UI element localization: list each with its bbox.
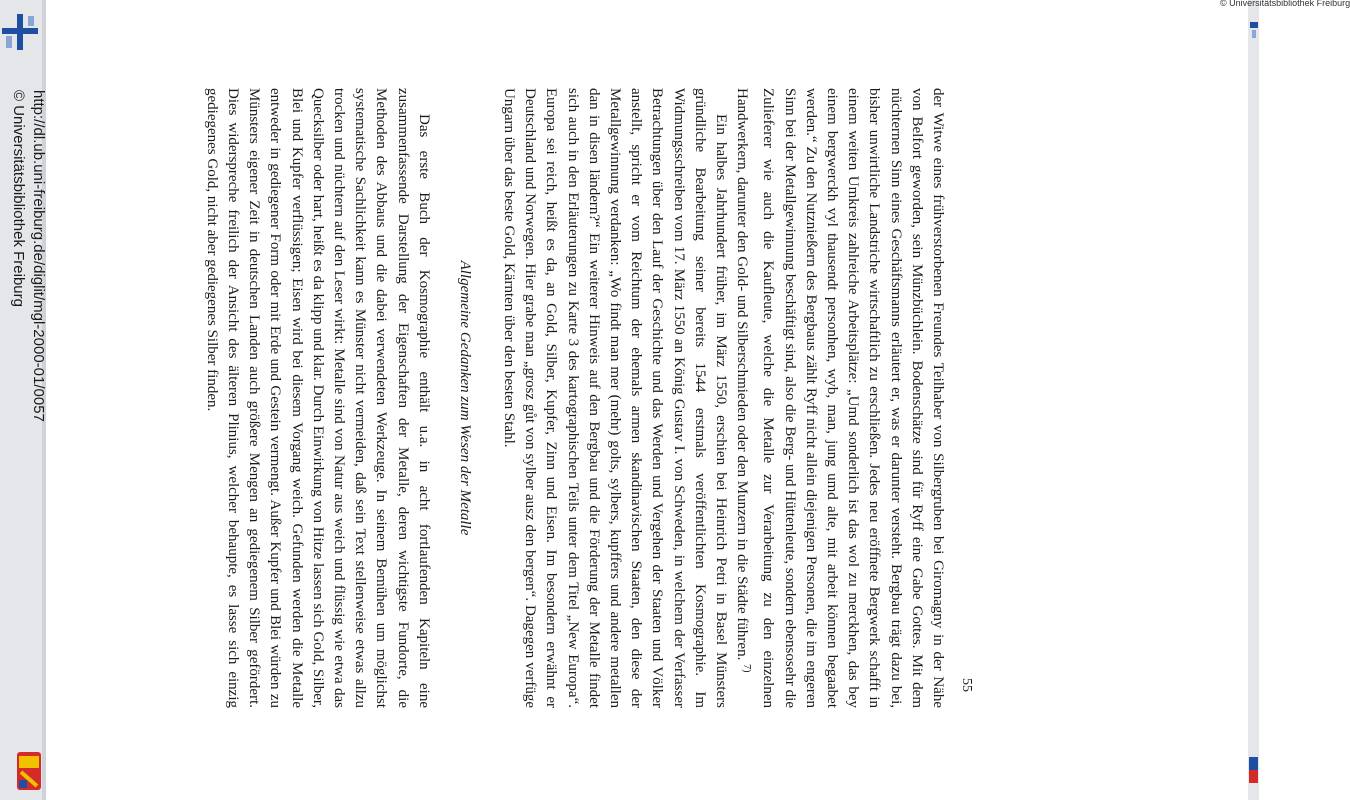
footnote-mark: 7) — [741, 664, 753, 673]
page-number: 55 — [959, 678, 974, 692]
permalink-url[interactable]: http://dl.ub.uni-freiburg.de/diglit/mgl-2000-01/0057 — [30, 90, 47, 422]
paragraph-3: Das erste Buch der Kosmographie enthält u.a. in acht fortlaufenden Kapiteln eine zusammenfassende Darstellung der Eigenschaften der Metalle, deren wichtigste Fundorte, die Methoden des Abbaus und die dabei verwendeten Werkzeuge. In seinem Bemühen um möglichst systematische Sachlichkeit kann es Münster nicht vermeiden, daß sein Text stellenweise etwas allzu trocken und nüchtern auf den Leser wirkt: Metalle sind von Natur aus weich und flüssig wie etwa das Quecksilber oder hart, heißt es da klipp und klar. Durch Einwirkung von Hitze lassen sich Gold, Silber, Blei und Kupfer verflüssigen; Eisen wird bei diesem Vorgang weich. Gefunden werden die Metalle entweder in gediegener Form oder mit Erde und Gestein vermengt. Außer Kupfer und Blei würden zu Münsters eigener Zeit in deutschen Landen auch größere Mengen an gediegenem Silber gefördert. Dies widerspreche freilich der Ansicht des älteren Plinius, welcher behaupte, es lasse sich einzig gediegenes Gold, nicht aber gediegenes Silber finden. — [203, 88, 432, 708]
copyright-text: © Universitätsbibliothek Freiburg — [10, 90, 27, 307]
document-page — [203, 88, 974, 708]
paragraph-2: Ein halbes Jahrhundert früher, im März 1550, erschien bei Heinrich Petri in Basel Münsters gründliche Bearbeitung seiner bereits 1544 erstmals veröffentlichten Kosmographie. Im Widmungsschreiben vom 17. März 1550 an König Gustav I. von Schweden, in welchem der Verfasser Betrachtungen über den Lauf der Geschichte und das Werden und Vergehen der Staaten und Völker anstellt, spricht er vom Reichtum der ehemals armen skandinavischen Staaten, den diese der Metallgewinnung verdanken: „Wo findt man mer (mehr) golts, sylbers, kupffers und andere metallen dan in disen ländern?“ Ein weiterer Hinweis auf den Bergbau und die Förderung der Metalle findet sich auch in den Erläuterungen zu Karte 3 des kartographischen Teils unter dem Titel „New Europa“. Europa sei reich, heißt es da, an Gold, Silber, Kupfer, Zinn und Eisen. Im besondern erwähnt er Deutschland und Norwegen. Hier grabe man „grosz gůt von sylber ausz den bergen“. Dagegen verfüge Ungarn über das beste Gold, Kärnten über den besten Stahl. — [500, 88, 729, 708]
paragraph-1 — [731, 88, 948, 708]
library-logo-icon — [2, 14, 38, 50]
page-footer — [8, 90, 48, 422]
top-strip-text: © Universitätsbibliothek Freiburg — [1220, 0, 1350, 8]
right-badge-icon — [1249, 757, 1258, 783]
coat-of-arms-icon — [17, 752, 41, 790]
section-heading: Allgemeine Gedanken zum Wesen der Metalle — [456, 260, 473, 536]
right-logo-icon — [1250, 22, 1258, 38]
right-sidebar — [1248, 0, 1259, 800]
paragraph-1-text: der Witwe eines frühverstorbenen Freundes Teilhaber von Silbergruben bei Giromagny in der Nähe von Belfort geworden, sein Münzbüchlein. Bodenschätze sind für Ryff eine Gabe Gottes. Mit dem nüchternen Sinn eines Geschäftsmanns erläutert er, was er darunter versteht. Bergbau trägt dazu bei, bisher unwirtliche Landstriche wirtschaftlich zu erschließen. Jedes neu eröffnete Bergwerk schafft in einem weiten Umkreis zahlreiche Arbeitsplätze: „Umd sonderlich ist das wol zu merckhen, das bey einem bergwerckh vyl thausendt personhen, wyb, man, jung umd alte, mit arbeit können begaabet werden.“ Zu den Nutznießern des Bergbaus zählt Ryff nicht allein diejenigen Personen, die im engeren Sinn bei der Metallgewinnung beschäftigt sind, also die Berg- und Hüttenleute, sondern ebensosehr die Zulieferer wie auch die Kaufleute, welche die Metalle zur Verarbeitung zu den einzelnen Handwerkern, darunter den Gold- und Silberschmieden oder den Munzern in die Städte führen. — [734, 88, 946, 708]
